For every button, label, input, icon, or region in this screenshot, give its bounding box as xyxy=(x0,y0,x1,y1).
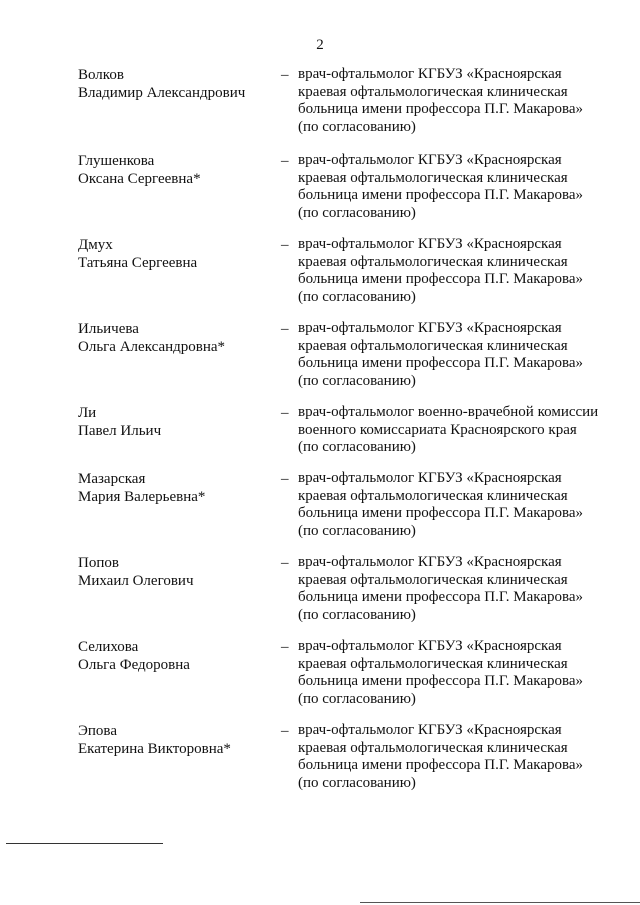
list-item xyxy=(0,722,640,802)
member-position xyxy=(298,722,618,792)
member-surname: Попов xyxy=(78,555,119,571)
position-line: (по согласованию) xyxy=(298,522,416,539)
dash-separator: – xyxy=(281,321,289,337)
position-line: врач-офтальмолог КГБУЗ «Красноярская xyxy=(298,66,562,82)
member-surname: Мазарская xyxy=(78,471,146,487)
member-given-names: Михаил Олегович xyxy=(78,573,194,589)
position-line: краевая офтальмологическая клиническая xyxy=(298,487,568,504)
position-line: больница имени профессора П.Г. Макарова» xyxy=(298,589,584,605)
dash-separator: – xyxy=(281,405,289,421)
member-position xyxy=(298,66,618,136)
position-line: (по согласованию) xyxy=(298,439,416,455)
list-item xyxy=(0,320,640,400)
member-given-names: Владимир Александрович xyxy=(78,85,246,101)
position-line: (по согласованию) xyxy=(298,288,416,305)
position-line: больница имени профессора П.Г. Макарова» xyxy=(298,271,584,287)
position-line: врач-офтальмолог КГБУЗ «Красноярская xyxy=(298,236,562,252)
member-surname: Эпова xyxy=(78,723,117,739)
member-name xyxy=(78,236,268,272)
member-position xyxy=(298,404,618,457)
member-surname: Ильичева xyxy=(78,321,139,337)
member-surname: Ли xyxy=(78,405,97,421)
list-item xyxy=(0,152,640,232)
position-line: краевая офтальмологическая клиническая xyxy=(298,571,568,588)
position-line: врач-офтальмолог КГБУЗ «Красноярская xyxy=(298,722,562,738)
position-line: краевая офтальмологическая клиническая xyxy=(298,169,568,186)
member-given-names: Екатерина Викторовна* xyxy=(78,741,231,757)
member-name xyxy=(78,320,268,356)
list-item xyxy=(0,66,640,146)
member-name xyxy=(78,722,268,758)
position-line: краевая офтальмологическая клиническая xyxy=(298,83,568,100)
member-surname: Селихова xyxy=(78,639,139,655)
position-line: врач-офтальмолог КГБУЗ «Красноярская xyxy=(298,554,562,570)
member-surname: Волков xyxy=(78,67,124,83)
position-line: больница имени профессора П.Г. Макарова» xyxy=(298,101,584,117)
dash-separator: – xyxy=(281,555,289,571)
position-line: врач-офтальмолог КГБУЗ «Красноярская xyxy=(298,320,562,336)
dash-separator: – xyxy=(281,237,289,253)
position-line: (по согласованию) xyxy=(298,774,416,791)
position-line: (по согласованию) xyxy=(298,690,416,707)
list-item xyxy=(0,554,640,634)
page-bottom-rule xyxy=(360,902,640,903)
member-given-names: Мария Валерьевна* xyxy=(78,489,206,505)
member-surname: Глушенкова xyxy=(78,153,155,169)
position-line: больница имени профессора П.Г. Макарова» xyxy=(298,187,584,203)
position-line: краевая офтальмологическая клиническая xyxy=(298,739,568,756)
member-position xyxy=(298,236,618,306)
member-given-names: Павел Ильич xyxy=(78,423,162,439)
dash-separator: – xyxy=(281,639,289,655)
member-position xyxy=(298,152,618,222)
position-line: (по согласованию) xyxy=(298,118,416,135)
member-name xyxy=(78,66,268,102)
member-given-names: Ольга Федоровна xyxy=(78,657,190,673)
position-line: (по согласованию) xyxy=(298,606,416,623)
footnote-separator xyxy=(6,843,163,844)
member-position xyxy=(298,554,618,624)
member-name xyxy=(78,638,268,674)
dash-separator: – xyxy=(281,153,289,169)
member-surname: Дмух xyxy=(78,237,113,253)
position-line: врач-офтальмолог военно-врачебной комиссии xyxy=(298,404,599,420)
position-line: врач-офтальмолог КГБУЗ «Красноярская xyxy=(298,152,562,168)
dash-separator: – xyxy=(281,723,289,739)
position-line: врач-офтальмолог КГБУЗ «Красноярская xyxy=(298,638,562,654)
dash-separator: – xyxy=(281,67,289,83)
position-line: больница имени профессора П.Г. Макарова» xyxy=(298,757,584,773)
member-name xyxy=(78,554,268,590)
list-item xyxy=(0,470,640,550)
position-line: краевая офтальмологическая клиническая xyxy=(298,655,568,672)
position-line: (по согласованию) xyxy=(298,372,416,389)
member-position xyxy=(298,320,618,390)
member-given-names: Татьяна Сергеевна xyxy=(78,255,198,271)
position-line: больница имени профессора П.Г. Макарова» xyxy=(298,505,584,521)
member-position xyxy=(298,638,618,708)
position-line: военного комиссариата Красноярского края xyxy=(298,421,577,438)
member-given-names: Оксана Сергеевна* xyxy=(78,171,201,187)
position-line: врач-офтальмолог КГБУЗ «Красноярская xyxy=(298,470,562,486)
dash-separator: – xyxy=(281,471,289,487)
member-position xyxy=(298,470,618,540)
position-line: больница имени профессора П.Г. Макарова» xyxy=(298,673,584,689)
member-name xyxy=(78,152,268,188)
page-number: 2 xyxy=(316,37,324,53)
position-line: больница имени профессора П.Г. Макарова» xyxy=(298,355,584,371)
member-name xyxy=(78,470,268,506)
member-name xyxy=(78,404,268,440)
position-line: (по согласованию) xyxy=(298,204,416,221)
list-item xyxy=(0,638,640,718)
member-given-names: Ольга Александровна* xyxy=(78,339,226,355)
position-line: краевая офтальмологическая клиническая xyxy=(298,337,568,354)
list-item xyxy=(0,236,640,316)
position-line: краевая офтальмологическая клиническая xyxy=(298,253,568,270)
